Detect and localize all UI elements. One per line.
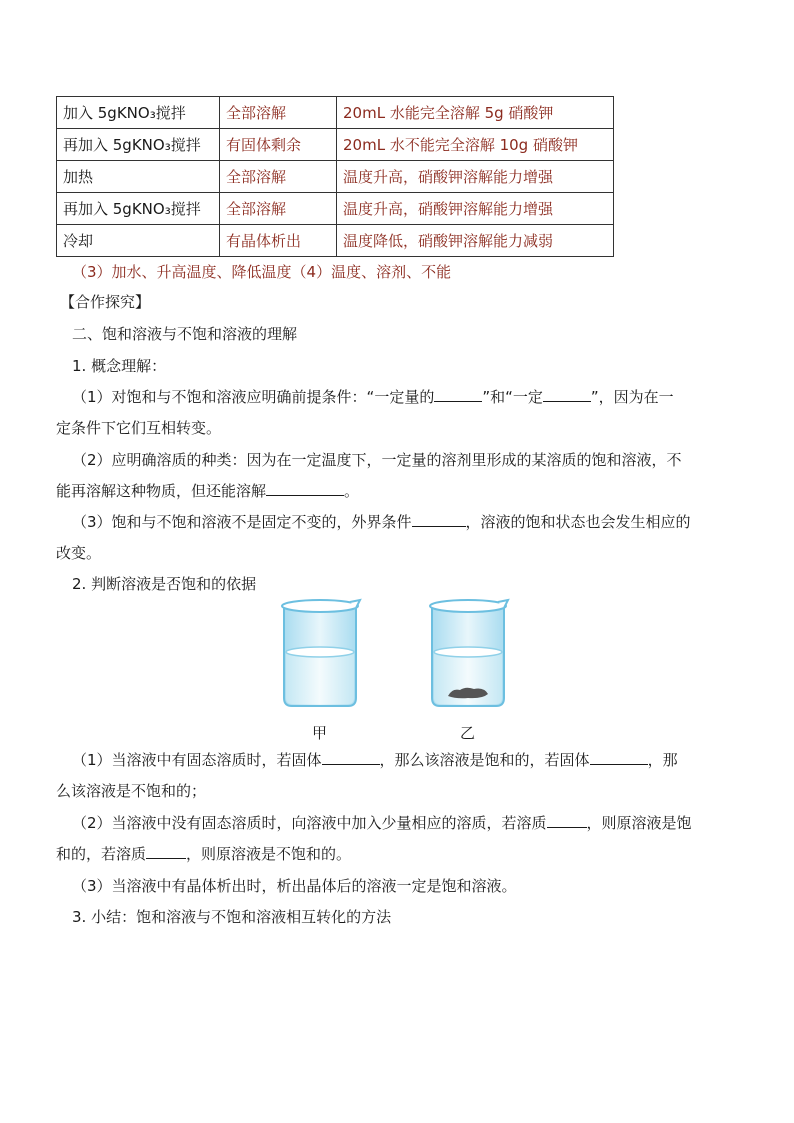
operation-cell: 冷却 bbox=[57, 225, 220, 257]
judge-item-1: （1）当溶液中有固态溶质时，若固体 ，那么该溶液是饱和的，若固体 ，那 bbox=[72, 751, 678, 769]
table-row bbox=[57, 225, 614, 257]
experiment-table bbox=[56, 96, 614, 257]
phenomenon-cell: 全部溶解 bbox=[220, 193, 337, 225]
table-row bbox=[57, 193, 614, 225]
phenomenon-cell: 全部溶解 bbox=[220, 97, 337, 129]
fill-blank[interactable] bbox=[412, 512, 466, 527]
fill-blank[interactable] bbox=[590, 750, 648, 765]
phenomenon-cell: 有固体剩余 bbox=[220, 129, 337, 161]
fill-blank[interactable] bbox=[543, 387, 591, 402]
judge-item-2-cont: 和的，若溶质 ，则原溶液是不饱和的。 bbox=[56, 845, 352, 863]
concept-item-1-cont: 定条件下它们互相转变。 bbox=[56, 419, 222, 437]
answer-line: （3）加水、升高温度、降低温度（4）温度、溶剂、不能 bbox=[72, 263, 452, 281]
fill-blank[interactable] bbox=[322, 750, 380, 765]
concept-item-2-cont: 能再溶解这种物质，但还能溶解 。 bbox=[56, 482, 360, 500]
beaker-right-icon bbox=[430, 600, 508, 706]
operation-cell: 加入 5gKNO₃搅拌 bbox=[57, 97, 220, 129]
summary-title: 3. 小结：饱和溶液与不饱和溶液相互转化的方法 bbox=[72, 908, 392, 926]
judge-item-1-cont: 么该溶液是不饱和的； bbox=[56, 782, 207, 800]
conclusion-cell: 温度升高，硝酸钾溶解能力增强 bbox=[337, 193, 614, 225]
judge-title: 2. 判断溶液是否饱和的依据 bbox=[72, 575, 257, 593]
fill-blank[interactable] bbox=[266, 481, 344, 496]
concept-item-2: （2）应明确溶质的种类：因为在一定温度下，一定量的溶剂里形成的某溶质的饱和溶液，不 bbox=[72, 451, 682, 469]
beaker-left-icon bbox=[282, 600, 360, 706]
judge-item-2: （2）当溶液中没有固态溶质时，向溶液中加入少量相应的溶质，若溶质 ，则原溶液是饱 bbox=[72, 814, 692, 832]
conclusion-cell: 温度升高，硝酸钾溶解能力增强 bbox=[337, 161, 614, 193]
table-row bbox=[57, 97, 614, 129]
table-row bbox=[57, 129, 614, 161]
beaker-left-label: 甲 bbox=[312, 724, 328, 742]
section-two-heading: 二、饱和溶液与不饱和溶液的理解 bbox=[72, 325, 298, 343]
conclusion-cell: 温度降低，硝酸钾溶解能力减弱 bbox=[337, 225, 614, 257]
concept-item-1: （1）对饱和与不饱和溶液应明确前提条件：“一定量的 ”和“一定 ”，因为在一 bbox=[72, 388, 674, 406]
operation-cell: 再加入 5gKNO₃搅拌 bbox=[57, 129, 220, 161]
fill-blank[interactable] bbox=[146, 844, 186, 859]
operation-cell: 加热 bbox=[57, 161, 220, 193]
judge-item-3: （3）当溶液中有晶体析出时，析出晶体后的溶液一定是饱和溶液。 bbox=[72, 877, 517, 895]
concept-item-3: （3）饱和与不饱和溶液不是固定不变的，外界条件 ，溶液的饱和状态也会发生相应的 bbox=[72, 513, 691, 531]
table-row bbox=[57, 161, 614, 193]
beakers-figure bbox=[270, 598, 530, 746]
fill-blank[interactable] bbox=[434, 387, 482, 402]
operation-cell: 再加入 5gKNO₃搅拌 bbox=[57, 193, 220, 225]
phenomenon-cell: 全部溶解 bbox=[220, 161, 337, 193]
fill-blank[interactable] bbox=[547, 813, 587, 828]
beaker-right-label: 乙 bbox=[460, 724, 476, 742]
concept-title: 1. 概念理解： bbox=[72, 357, 167, 375]
conclusion-cell: 20mL 水不能完全溶解 10g 硝酸钾 bbox=[337, 129, 614, 161]
beakers-illustration bbox=[270, 598, 530, 746]
section-cooperative-heading: 【合作探究】 bbox=[60, 293, 151, 311]
concept-item-3-cont: 改变。 bbox=[56, 544, 102, 562]
phenomenon-cell: 有晶体析出 bbox=[220, 225, 337, 257]
conclusion-cell: 20mL 水能完全溶解 5g 硝酸钾 bbox=[337, 97, 614, 129]
